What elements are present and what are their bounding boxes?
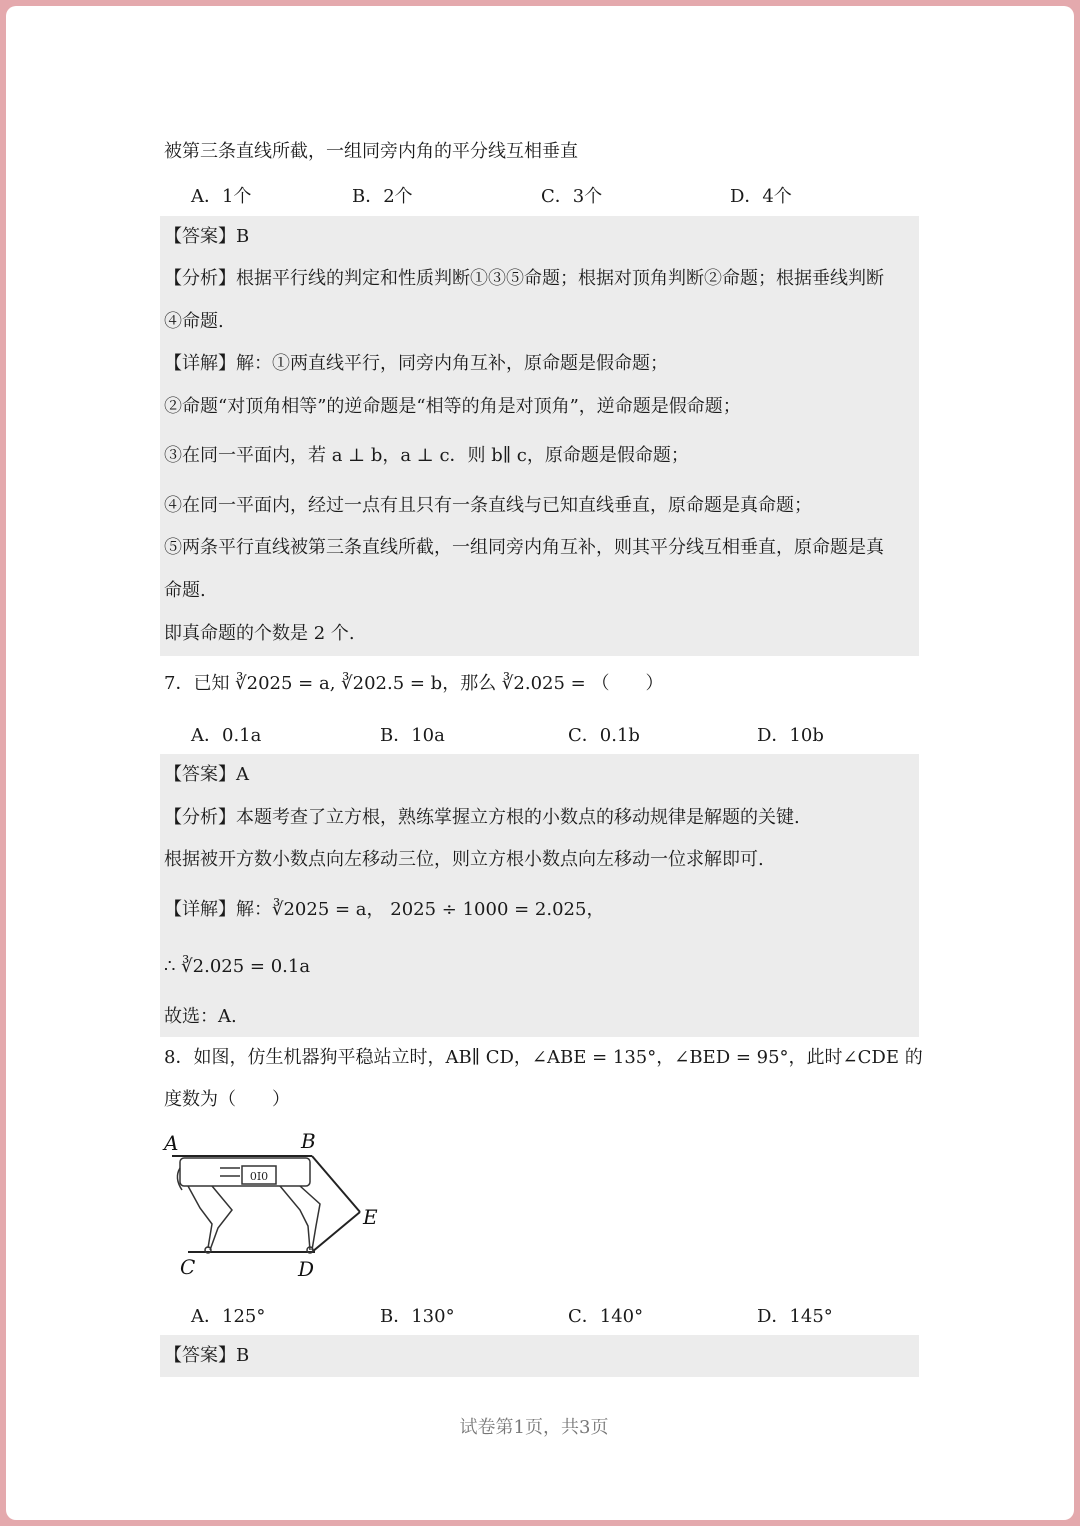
q7-detail-line2: ∴ ∛2.025 = 0.1a xyxy=(164,956,311,977)
point-c-label: C xyxy=(180,1255,196,1279)
q6-stem-tail: 被第三条直线所截，一组同旁内角的平分线互相垂直 xyxy=(164,141,578,162)
q6-detail-line7: 即真命题的个数是 2 个. xyxy=(164,623,355,644)
q8-option-c: C．140° xyxy=(568,1306,644,1327)
point-d-label: D xyxy=(298,1257,315,1281)
q7-option-b: B．10a xyxy=(380,725,445,746)
q8-solution-block xyxy=(160,1335,919,1377)
q8-answer: 【答案】B xyxy=(164,1345,250,1366)
point-a-label: A xyxy=(164,1131,179,1155)
q8-options xyxy=(0,1302,1080,1326)
point-e-label: E xyxy=(363,1205,378,1229)
q7-options xyxy=(0,721,1080,745)
q7-detail-line3: 故选：A. xyxy=(164,1006,237,1027)
q6-detail-line1: 【详解】解：①两直线平行，同旁内角互补，原命题是假命题； xyxy=(164,353,668,374)
q7-solution-block xyxy=(160,754,919,1037)
q7-option-d: D．10b xyxy=(757,725,824,746)
q6-option-a: A．1个 xyxy=(191,186,252,207)
q7-detail-line1: 【详解】解：∛2025 = a， 2025 ÷ 1000 = 2.025， xyxy=(164,899,605,920)
q6-analysis-line2: ④命题. xyxy=(164,311,224,332)
q8-stem-line1: 8．如图，仿生机器狗平稳站立时，AB∥ CD，∠ABE = 135°，∠BED = 95°，此时∠CDE 的 xyxy=(164,1047,923,1068)
q8-option-a: A．125° xyxy=(191,1306,266,1327)
q7-option-a: A．0.1a xyxy=(191,725,262,746)
q6-option-b: B．2个 xyxy=(352,186,413,207)
q6-detail-line4: ④在同一平面内，经过一点有且只有一条直线与已知直线垂直，原命题是真命题； xyxy=(164,495,812,516)
robot-dog-figure xyxy=(160,1128,390,1284)
q7-stem: 7．已知 ∛2025 = a, ∛202.5 = b，那么 ∛2.025 = （ ） xyxy=(164,673,664,694)
page-footer: 试卷第1页，共3页 xyxy=(459,1417,609,1438)
q6-detail-line5: ⑤两条平行直线被第三条直线所截，一组同旁内角互补，则其平分线互相垂直，原命题是真 xyxy=(164,537,884,558)
q7-analysis-line1: 【分析】本题考查了立方根，熟练掌握立方根的小数点的移动规律是解题的关键. xyxy=(164,807,800,828)
q6-detail-line6: 命题. xyxy=(164,580,206,601)
q6-options xyxy=(0,182,1080,206)
q7-option-c: C．0.1b xyxy=(568,725,640,746)
q8-stem-line2: 度数为（ ） xyxy=(164,1089,290,1110)
q7-answer: 【答案】A xyxy=(164,764,249,785)
robot-panel-label: 0I0 xyxy=(249,1170,269,1183)
robot-body-sketch xyxy=(177,1158,320,1253)
q8-option-d: D．145° xyxy=(757,1306,833,1327)
q6-option-d: D．4个 xyxy=(730,186,792,207)
q6-option-c: C．3个 xyxy=(541,186,603,207)
line-ed xyxy=(312,1212,360,1252)
point-b-label: B xyxy=(301,1129,316,1153)
q6-detail-line2: ②命题“对顶角相等”的逆命题是“相等的角是对顶角”，逆命题是假命题； xyxy=(164,396,741,417)
q6-analysis-line1: 【分析】根据平行线的判定和性质判断①③⑤命题；根据对顶角判断②命题；根据垂线判断 xyxy=(164,268,884,289)
q6-detail-line3: ③在同一平面内，若 a ⊥ b，a ⊥ c．则 b∥ c，原命题是假命题； xyxy=(164,445,689,466)
q8-option-b: B．130° xyxy=(380,1306,455,1327)
q6-answer: 【答案】B xyxy=(164,226,250,247)
q7-analysis-line2: 根据被开方数小数点向左移动三位，则立方根小数点向左移动一位求解即可. xyxy=(164,849,764,870)
